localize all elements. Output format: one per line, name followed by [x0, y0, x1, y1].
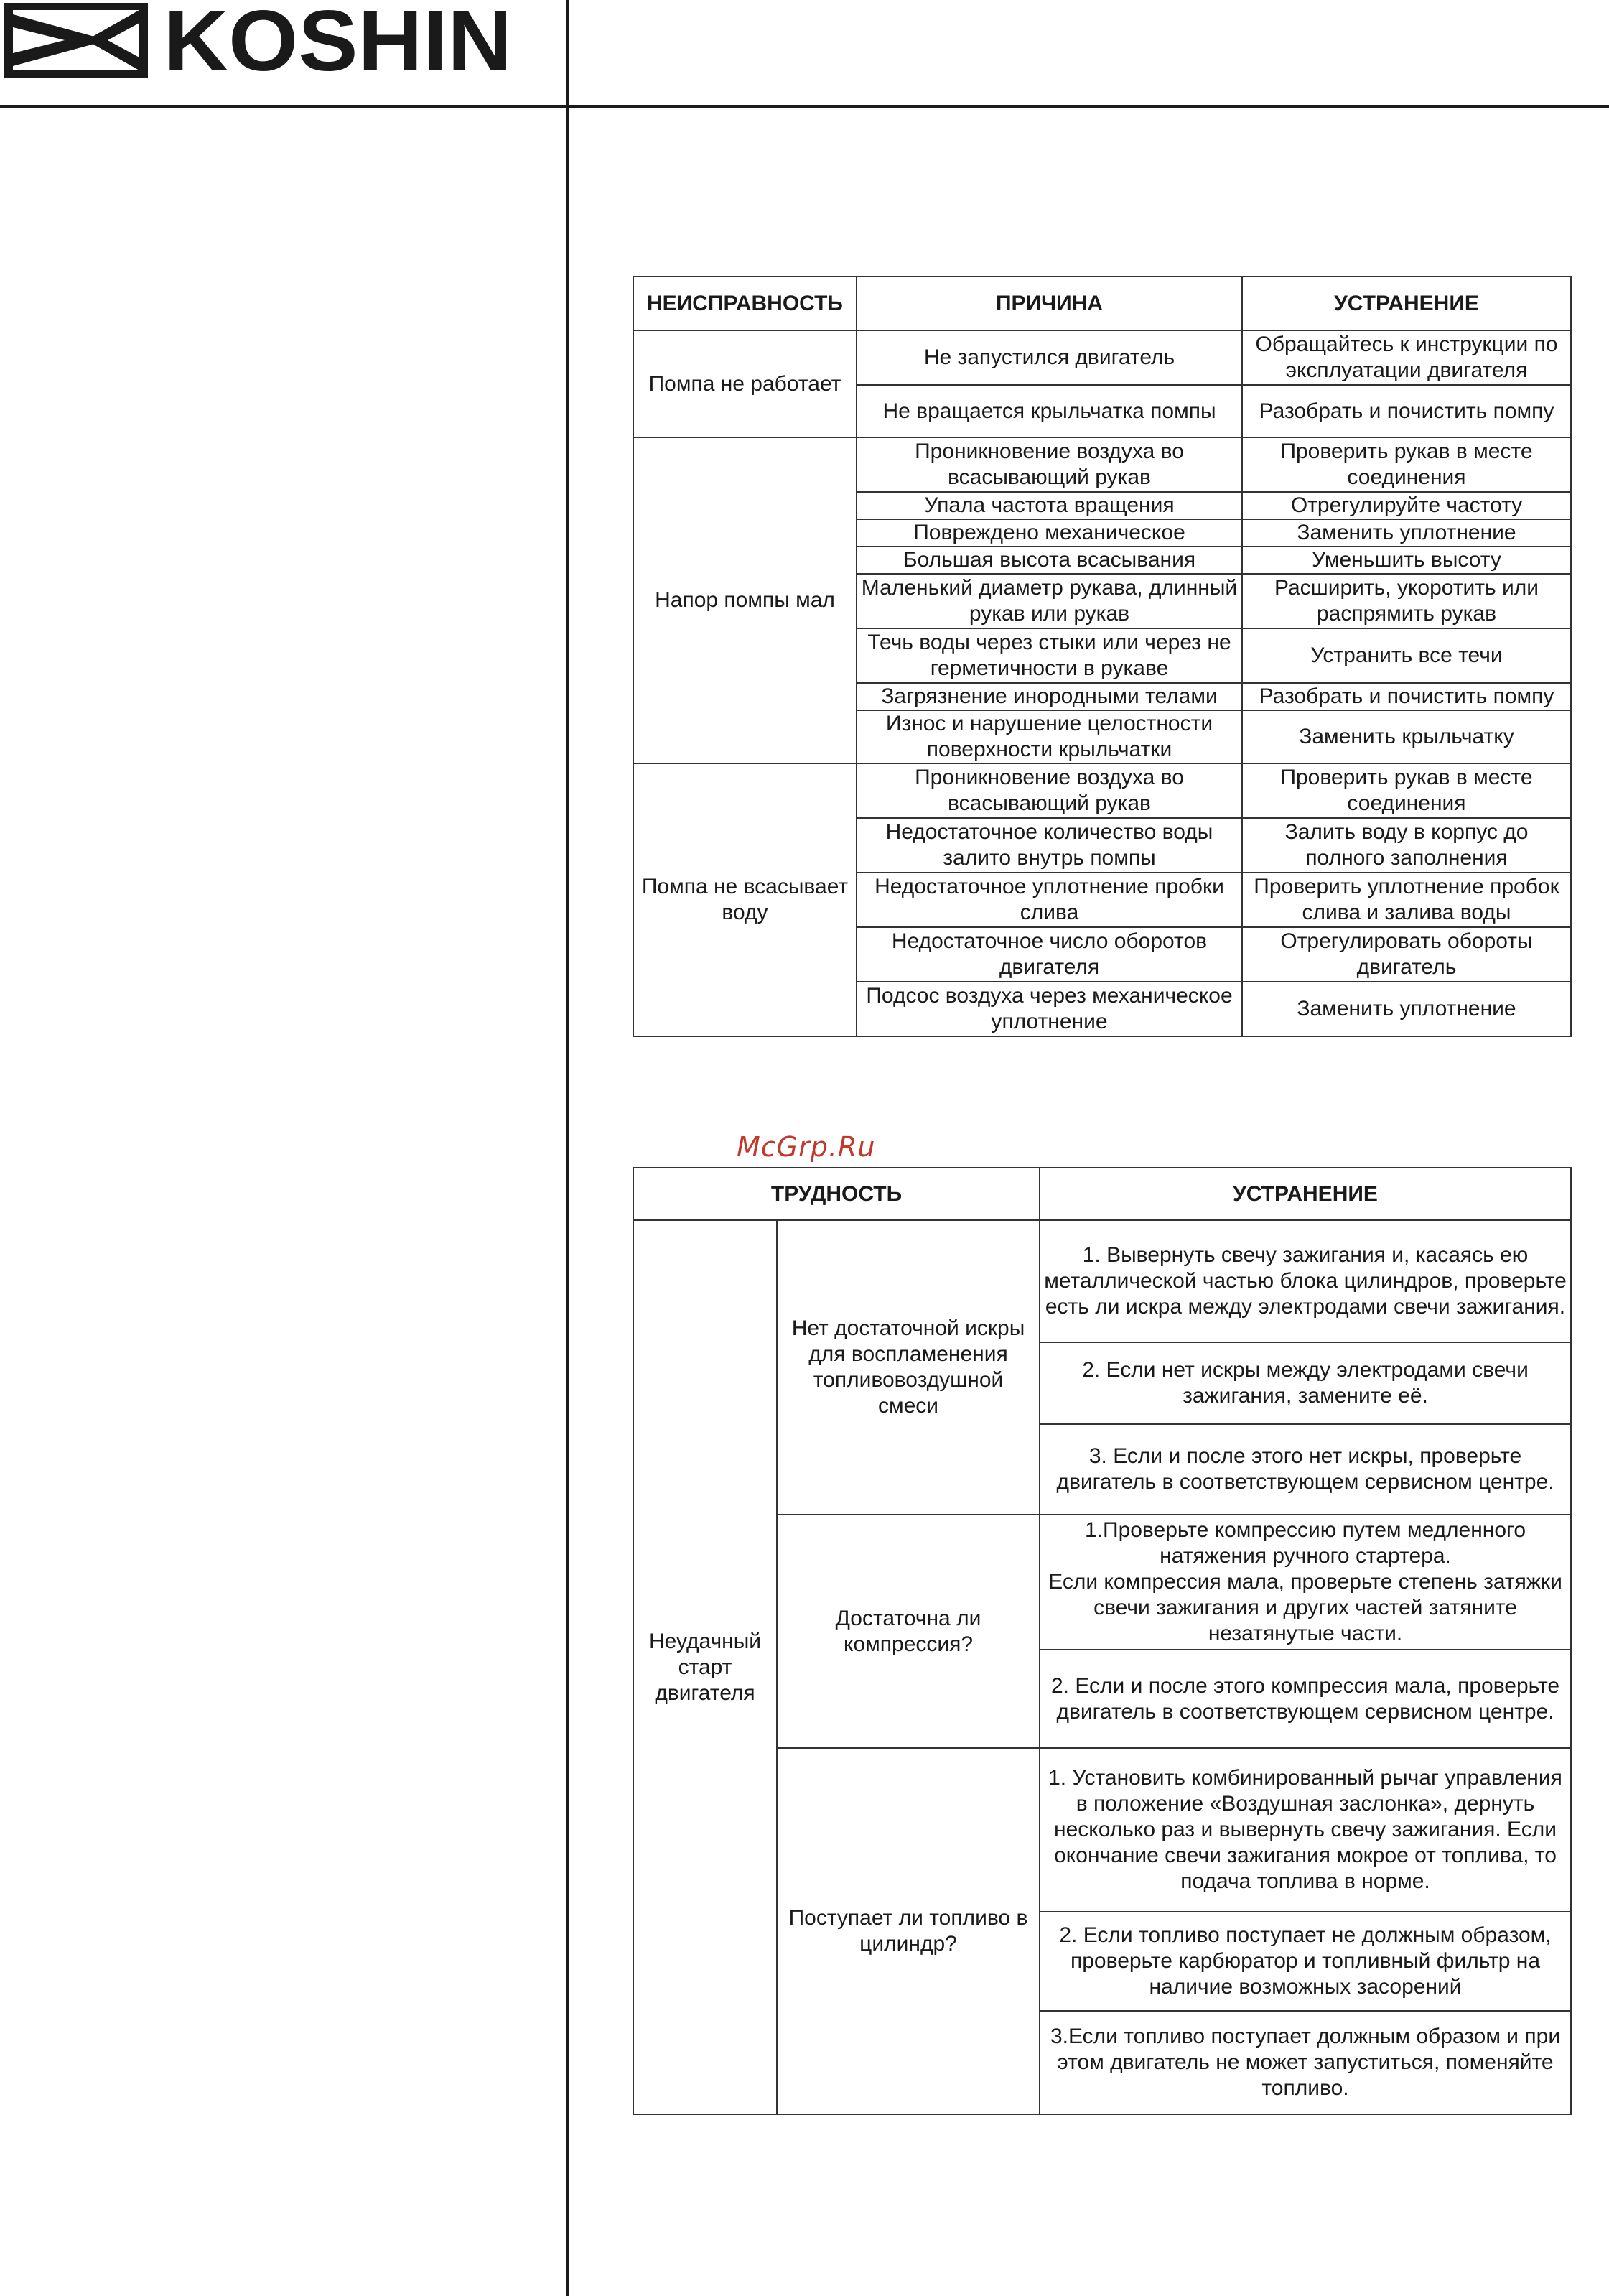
- table-header-row: [633, 1168, 1571, 1220]
- cause-cell: Проникновение воздуха во всасывающий рукав: [857, 437, 1242, 492]
- step-cell: 2. Если и после этого компрессия мала, проверьте двигатель в соответствующем сервисном центре.: [1040, 1650, 1571, 1748]
- step-cell: 1. Вывернуть свечу зажигания и, касаясь ею металлической частью блока цилиндров, проверьте есть ли искра между электродами свечи зажигания.: [1040, 1220, 1571, 1342]
- step-cell: 2. Если нет искры между электродами свечи зажигания, замените её.: [1040, 1342, 1571, 1424]
- cause-cell: Недостаточное количество воды залито внутрь помпы: [857, 818, 1242, 873]
- fix-cell: Устранить все течи: [1242, 628, 1571, 683]
- fix-cell: Уменьшить высоту: [1242, 547, 1571, 574]
- header-remedy: УСТРАНЕНИЕ: [1040, 1168, 1571, 1220]
- fix-cell: Проверить рукав в месте соединения: [1242, 763, 1571, 818]
- cause-cell: Недостаточное число оборотов двигателя: [857, 927, 1242, 982]
- brand-name: KOSHIN: [164, 0, 513, 89]
- step-cell: 1. Установить комбинированный рычаг управления в положение «Воздушная заслонка», дернуть несколько раз и вывернуть свечу зажигания. Если окончание свечи зажигания мокрое от топлива, то подача топлива в норме.: [1040, 1748, 1571, 1912]
- header-fault: НЕИСПРАВНОСТЬ: [633, 276, 857, 330]
- fix-cell: Обращайтесь к инструкции по эксплуатации двигателя: [1242, 330, 1571, 385]
- engine-start-table: [633, 1167, 1572, 2115]
- fix-cell: Заменить крыльчатку: [1242, 710, 1571, 763]
- step-text-extra: Если компрессия мала, проверьте степень затяжки свечи зажигания и других частей затяните незатянутые части.: [1048, 1570, 1562, 1645]
- fix-cell: Заменить уплотнение: [1242, 519, 1571, 547]
- fix-cell: Расширить, укоротить или распрямить рукав: [1242, 574, 1571, 628]
- pump-troubleshooting-table: [633, 276, 1572, 1037]
- fix-cell: Разобрать и почистить помпу: [1242, 385, 1571, 437]
- cause-cell: Загрязнение инородными телами: [857, 683, 1242, 710]
- fix-cell: Отрегулировать обороты двигатель: [1242, 927, 1571, 982]
- header-difficulty: ТРУДНОСТЬ: [633, 1168, 1040, 1220]
- cause-cell: Маленький диаметр рукава, длинный рукав или рукав: [857, 574, 1242, 628]
- question-cell: Поступает ли топливо в цилиндр?: [777, 1748, 1040, 2114]
- vertical-divider: [566, 0, 569, 2296]
- cause-cell: Упала частота вращения: [857, 492, 1242, 519]
- cause-cell: Подсос воздуха через механическое уплотнение: [857, 982, 1242, 1036]
- step-cell: 3. Если и после этого нет искры, проверьте двигатель в соответствующем сервисном центре.: [1040, 1424, 1571, 1515]
- header-fix: УСТРАНЕНИЕ: [1242, 276, 1571, 330]
- koshin-emblem-icon: [0, 0, 154, 80]
- header-rule: [0, 105, 1609, 108]
- header-cause: ПРИЧИНА: [857, 276, 1242, 330]
- question-cell: Достаточна ли компрессия?: [777, 1515, 1040, 1748]
- question-cell: Нет достаточной искры для воспламенения топливовоздушной смеси: [777, 1220, 1040, 1515]
- watermark-text: McGrp.Ru: [737, 1131, 876, 1163]
- table-row: [633, 437, 1571, 492]
- fault-cell: Помпа не всасывает воду: [633, 763, 857, 1036]
- fault-cell: Напор помпы мал: [633, 437, 857, 763]
- step-cell: 2. Если топливо поступает не должным образом, проверьте карбюратор и топливный фильтр на наличие возможных засорений: [1040, 1912, 1571, 2011]
- fix-cell: Отрегулируйте частоту: [1242, 492, 1571, 519]
- cause-cell: Недостаточное уплотнение пробки слива: [857, 873, 1242, 927]
- problem-cell: Неудачный старт двигателя: [633, 1220, 777, 2114]
- fix-cell: Залить воду в корпус до полного заполнения: [1242, 818, 1571, 873]
- cause-cell: Течь воды через стыки или через не герметичности в рукаве: [857, 628, 1242, 683]
- cause-cell: Повреждено механическое: [857, 519, 1242, 547]
- step-text: 1.Проверьте компрессию путем медленного натяжения ручного стартера.: [1084, 1518, 1526, 1568]
- fix-cell: Заменить уплотнение: [1242, 982, 1571, 1036]
- cause-cell: Не вращается крыльчатка помпы: [857, 385, 1242, 437]
- fix-cell: Проверить рукав в месте соединения: [1242, 437, 1571, 492]
- brand-logo: [0, 0, 560, 89]
- cause-cell: Износ и нарушение целостности поверхности крыльчатки: [857, 710, 1242, 763]
- cause-cell: Не запустился двигатель: [857, 330, 1242, 385]
- table-row: [633, 763, 1571, 818]
- fix-cell: Проверить уплотнение пробок слива и залива воды: [1242, 873, 1571, 927]
- fault-cell: Помпа не работает: [633, 330, 857, 437]
- step-cell: 3.Если топливо поступает должным образом и при этом двигатель не может запуститься, поменяйте топливо.: [1040, 2011, 1571, 2114]
- step-cell: [1040, 1515, 1571, 1650]
- table-row: [633, 1220, 1571, 1342]
- table-header-row: [633, 276, 1571, 330]
- cause-cell: Проникновение воздуха во всасывающий рукав: [857, 763, 1242, 818]
- fix-cell: Разобрать и почистить помпу: [1242, 683, 1571, 710]
- cause-cell: Большая высота всасывания: [857, 547, 1242, 574]
- table-row: [633, 330, 1571, 385]
